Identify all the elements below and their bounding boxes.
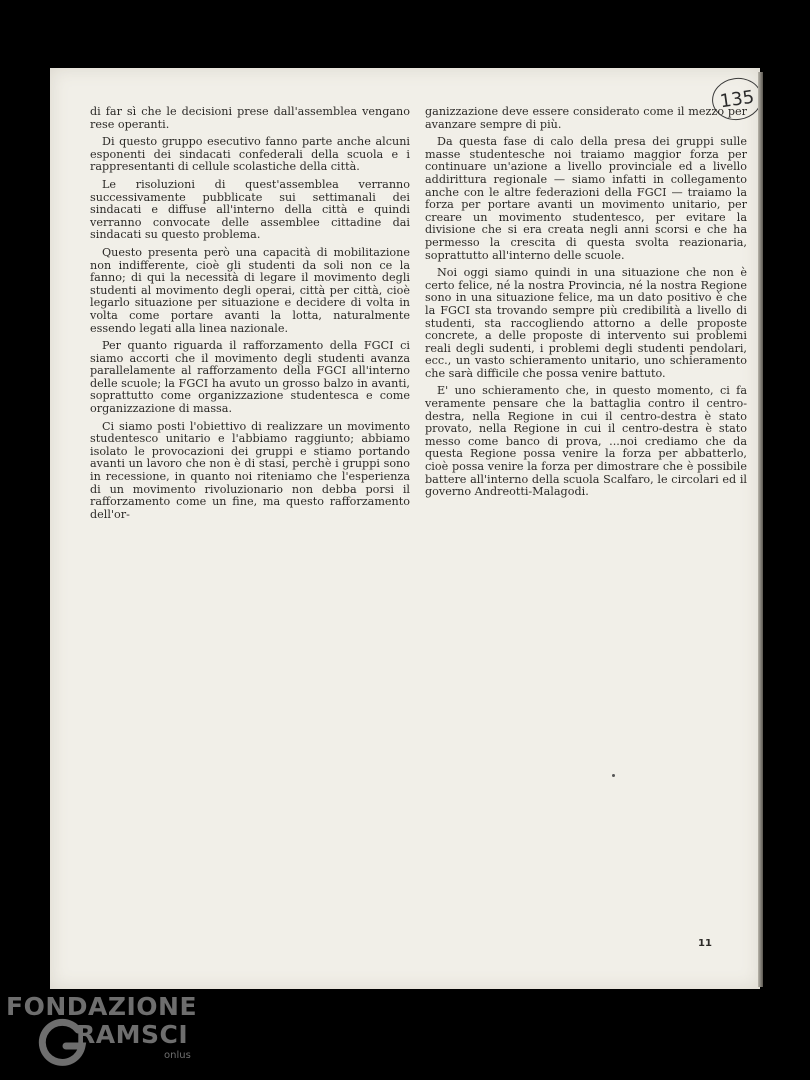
left-column xyxy=(90,106,410,526)
paragraph: Noi oggi siamo quindi in una situazione che non è certo felice, né la nostra Provincia, né la nostra Regione sono in una situazione felice, ma un dato positivo è che la FGCI sta trovando sempre più credibilità a livello di studenti, sta raccogliendo attorno a delle proposte concrete, a delle proposte di intervento sui problemi reali degli sudenti, i problemi degli studenti pendolari, ecc., un vasto schieramento unitario, uno schieramento che sarà difficile che possa venire battuto. xyxy=(425,266,747,380)
logo-line-3: onlus xyxy=(164,1050,191,1061)
document-page xyxy=(50,68,760,989)
paragraph: Ci siamo posti l'obiettivo di realizzare un movimento studentesco unitario e l'abbiamo raggiunto; abbiamo isolato le provocazioni dei gruppi e stiamo portando avanti un lavoro che non è di stasi, perchè i gruppi sono in recessione, in quanto noi riteniamo che l'esperienza di un movimento rivoluzionario non debba porsi il rafforzamento come un fine, ma questo rafforzamento dell'or- xyxy=(90,419,410,521)
paragraph: Per quanto riguarda il rafforzamento della FGCI ci siamo accorti che il movimento degli studenti avanza parallelamente al rafforzamento della FGCI all'interno delle scuole; la FGCI ha avuto un grosso balzo in avanti, soprattutto come organizzazione studentesca e come organizzazione di massa. xyxy=(90,339,410,416)
paragraph: ganizzazione deve essere considerato come il mezzo per avanzare sempre di più. xyxy=(425,105,747,131)
folio-number: 135 xyxy=(709,75,764,124)
paragraph: Le risoluzioni di quest'assemblea verranno successivamente pubblicate sui settimanali dei sindacati e diffuse all'interno della città e quindi verranno convocate delle assemblee cittadine dai sindacati su questo problema. xyxy=(90,177,410,242)
paragraph: Di questo gruppo esecutivo fanno parte anche alcuni esponenti dei sindacati confederali della scuola e i rappresentanti di cellule scolastiche della città. xyxy=(90,135,410,174)
paragraph: E' uno schieramento che, in questo momento, ci fa veramente pensare che la battaglia contro il centro-destra, nella Regione in cui il centro-destra è stato provato, nella Regione in cui il centro-destra è stato messo come banco di prova, ...noi crediamo che da questa Regione possa venire la forza per abbatterlo, cioè possa venire la forza per dimostrare che è possibile battere all'interno della scuola Scalfaro, le circolari ed il governo Andreotti-Malagodi. xyxy=(425,384,747,499)
page-edge xyxy=(758,72,763,987)
paragraph: Da questa fase di calo della presa dei gruppi sulle masse studentesche noi traiamo maggior forza per continuare un'azione a livello provinciale ed a livello addirittura regionale — siamo infatti in collegamento anche con le altre federazioni della FGCI — traiamo la forza per portare avanti un movimento unitario, per creare un movimento studentesco, per evitare la divisione che si era creata negli anni scorsi e che ha permesso la crescita di questa svolta reazionaria, soprattutto all'interno delle scuole. xyxy=(425,135,747,262)
paragraph: Questo presenta però una capacità di mobilitazione non indifferente, cioè gli studenti da soli non ce la fanno; di qui la necessità di legare il movimento degli studenti al movimento degli operai, città per città, cioè legarlo situazione per situazione e decidere di volta in volta come portare avanti la lotta, naturalmente essendo legati alla linea nazionale. xyxy=(90,245,410,335)
fondazione-gramsci-logo xyxy=(6,992,216,1072)
speck xyxy=(612,774,615,777)
page-number: 11 xyxy=(698,938,712,949)
paragraph: di far sì che le decisioni prese dall'assemblea vengano rese operanti. xyxy=(90,105,410,131)
logo-line-1: FONDAZIONE xyxy=(6,992,198,1021)
right-column xyxy=(425,106,747,504)
logo-line-2: RAMSCI xyxy=(76,1020,189,1049)
